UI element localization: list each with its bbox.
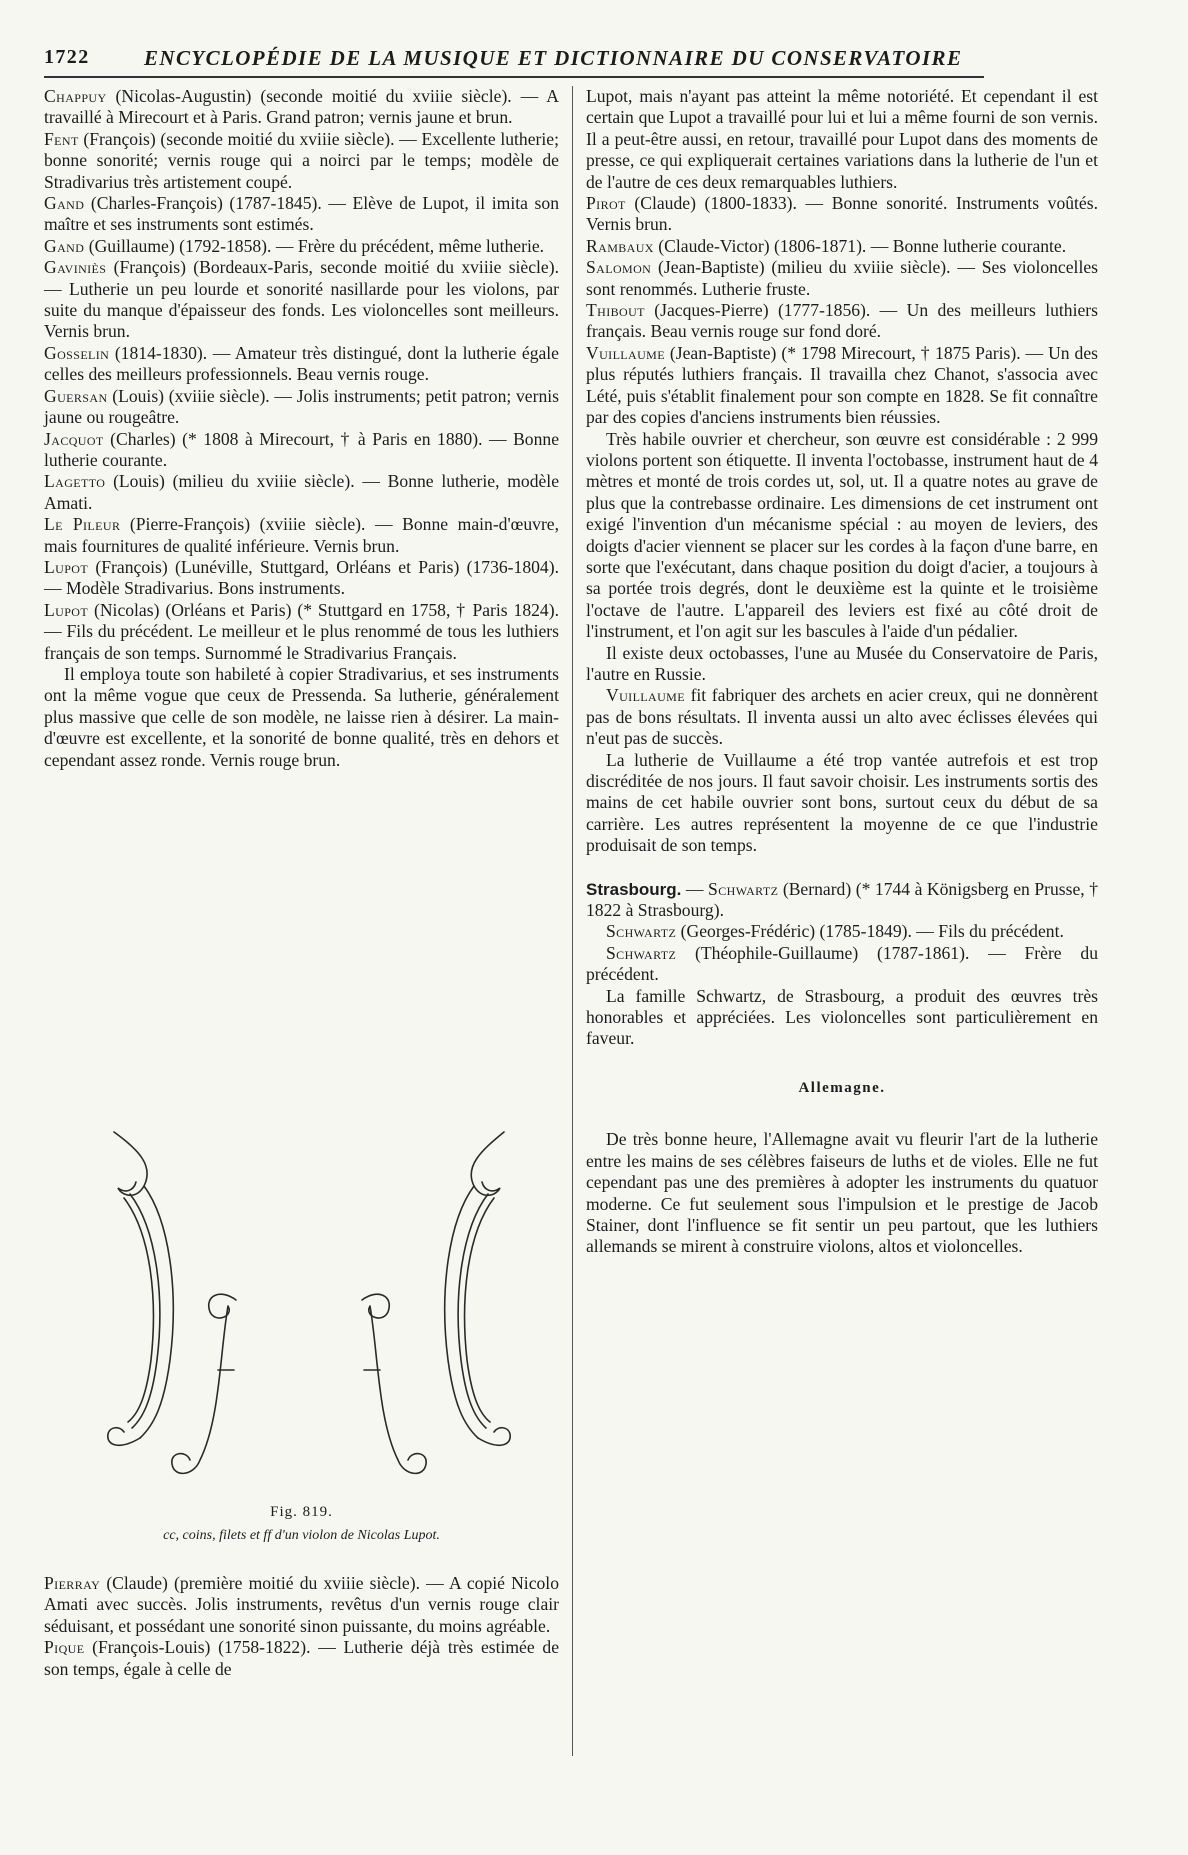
entry-text: Il employa toute son habileté à copier Stradivarius, et ses instruments ont la même vogue que ceux de Pressenda. Sa lutherie, généralement plus massive que celle de son modèle, ne laisse rien à désirer. La main-d'œuvre est excellente, et la sonorité de bonne qualité, très en dehors et cependant assez ronde. Vernis rouge brun. — [44, 663, 559, 770]
entry-lagetto — [44, 471, 559, 514]
entry-schwartz-theophile — [586, 943, 1098, 986]
entry-thibout — [586, 300, 1098, 343]
luthier-name: Lupot — [44, 556, 89, 577]
luthier-name: Lagetto — [44, 471, 106, 492]
right-column — [586, 86, 1098, 1258]
luthier-name: Lupot — [44, 599, 89, 620]
paragraph-schwartz-family — [586, 986, 1098, 1050]
figure-caption: cc, coins, filets et ff d'un violon de Nicolas Lupot. — [163, 1528, 440, 1543]
luthier-name: Pirot — [586, 193, 626, 214]
luthier-name: Jacquot — [44, 428, 104, 449]
entry-text: (Georges-Frédéric) (1785-1849). — Fils du précédent. — [676, 921, 1064, 942]
luthier-name: Salomon — [586, 257, 652, 278]
entry-text: (Nicolas-Augustin) (seconde moitié du xviiie siècle). — A travaillé à Mirecourt et à Paris. Grand patron; vernis jaune et brun. — [44, 86, 559, 128]
entry-fent — [44, 129, 559, 193]
entry-text: Très habile ouvrier et chercheur, son œuvre est considérable : 2 999 violons portent son étiquette. Il inventa l'octobasse, instrument haut de 4 mètres et monté de trois cordes ut, sol, ut. Il a quatre notes au grave de plus que la contrebasse ordinaire. Les dimensions de cet instrument ont exigé l'invention d'un mécanisme spécial : au moyen de leviers, des doigts d'acier viennent se placer sur les cordes à la façon d'une barre, en sorte que l'exécutant, dans chaque position du doigt d'acier, a toujours à sa portée trois degrés, dont le deuxième est la quinte et le troisième l'octave de l'autre. L'appareil des leviers est fixé au côté droit de l'instrument, et l'on agit sur les bascules à l'aide d'un pédalier. — [586, 428, 1098, 642]
luthier-name: Thibout — [586, 300, 645, 321]
lower-left-corner — [108, 1428, 140, 1446]
entry-pique — [44, 1637, 559, 1680]
paragraph-allemagne: De très bonne heure, l'Allemagne avait vu fleurir l'art de la lutherie entre les mains de ses célèbres faiseurs de luths et de violes. Elle ne fut cependant pas une des premières à adopter les instruments du quatuor moderne. Ce fut seulement sous l'impulsion et le prestige de Jacob Stainer, dont l'influence se fit sentir un peu partout, que les luthiers allemands se mirent à construire violons, altos et violoncelles. — [586, 1129, 1098, 1257]
entry-text: (Théophile-Guillaume) (1787-1861). — Frère du précédent. — [586, 942, 1098, 985]
spacer — [586, 857, 1098, 879]
entry-pirot — [586, 193, 1098, 236]
page-number: 1722 — [44, 46, 90, 68]
right-f-hole — [362, 1294, 426, 1473]
entry-pique-continued — [586, 86, 1098, 193]
entry-lupot-nicolas — [44, 600, 559, 664]
header-rule — [44, 76, 984, 78]
entry-jacquot — [44, 429, 559, 472]
entry-text: (Louis) (xviiie siècle). — Jolis instruments; petit patron; vernis jaune ou rougeâtre. — [44, 385, 559, 428]
luthier-name: Gand — [44, 235, 85, 256]
entry-text: (François) (seconde moitié du xviiie siècle). — Excellente lutherie; bonne sonorité; vernis rouge qui a noirci par le temps; modèle de Stradivarius très artistement coupé. — [44, 128, 559, 192]
left-f-hole — [172, 1294, 236, 1473]
left-column-bottom — [44, 1573, 559, 1680]
entry-text: (Jean-Baptiste) (milieu du xviiie siècle). — Ses violoncelles sont renommés. Lutherie fruste. — [586, 257, 1098, 299]
luthier-name: Gand — [44, 193, 85, 214]
entry-text: (Charles) (* 1808 à Mirecourt, † à Paris en 1880). — Bonne lutherie courante. — [44, 428, 559, 470]
entry-schwartz-georges — [586, 921, 1098, 942]
upper-left-corner — [114, 1132, 147, 1195]
entry-text: (Claude) (première moitié du xviiie siècle). — A copié Nicolo Amati avec succès. Jolis instruments, revêtus d'un vernis rouge clair séduisant, et possédant une sonorité sinon puissante, du moins agréable. — [44, 1573, 559, 1636]
entry-gosselin — [44, 343, 559, 386]
entry-gand-guillaume — [44, 236, 559, 257]
entry-strasbourg-schwartz-bernard: Strasbourg. — Schwartz (Bernard) (* 1744 à Königsberg en Prusse, † 1822 à Strasbourg). — [586, 878, 1099, 921]
entry-text: (Jean-Baptiste) (* 1798 Mirecourt, † 1875 Paris). — Un des plus réputés luthiers français. Il travailla chez Chanot, s'associa avec Lété, puis s'établit finalement pour son compte en 1828. Se fit connaître par des copies d'anciens instruments bien réussies. — [586, 342, 1098, 428]
luthier-name: Fent — [44, 128, 79, 149]
entry-gand-charles — [44, 193, 559, 236]
entry-text: (Bernard) (* 1744 à Königsberg en Prusse, † 1822 à Strasbourg). — [586, 878, 1099, 921]
luthier-name: Rambaux — [586, 235, 654, 256]
left-c-bout-outline — [140, 1186, 173, 1438]
violin-corners-f-holes-drawing — [44, 1120, 559, 1500]
luthier-name: Vuillaume — [606, 685, 685, 706]
figure-819 — [44, 1120, 559, 1560]
luthier-name: Pierray — [44, 1573, 101, 1593]
entry-guersan — [44, 386, 559, 429]
entry-pierray — [44, 1573, 559, 1637]
left-column — [44, 86, 559, 771]
entry-chappuy — [44, 86, 559, 129]
column-divider — [572, 86, 573, 1756]
entry-text: Il existe deux octobasses, l'une au Musée du Conservatoire de Paris, l'autre en Russie. — [586, 642, 1098, 684]
luthier-name: Gaviniès — [44, 257, 107, 278]
entry-text: La lutherie de Vuillaume a été trop vantée autrefois et est trop discréditée de nos jours. Il faut savoir choisir. Les instruments sortis des mains de cet habile ouvrier sont bons, surtout ceux du début de sa carrière. Les autres représentent la moyenne de ce que l'industrie produisait de son temps. — [586, 749, 1098, 856]
luthier-name: Schwartz — [606, 921, 677, 942]
paragraph-lupot-continued — [44, 664, 559, 771]
entry-text: (Charles-François) (1787-1845). — Elève de Lupot, il imita son maître et ses instruments sont estimés. — [44, 193, 559, 235]
luthier-name: Gosselin — [44, 342, 110, 363]
page-header — [44, 44, 982, 74]
luthier-name: Le Pileur — [44, 514, 121, 535]
luthier-name: Pique — [44, 1637, 85, 1658]
city-heading: Strasbourg. — [586, 879, 682, 899]
paragraph-octobasse — [586, 429, 1098, 643]
luthier-name: Vuillaume — [586, 342, 665, 363]
entry-le-pileur — [44, 514, 559, 557]
figure-label: Fig. 819. — [270, 1504, 333, 1520]
entry-text: Lupot, mais n'ayant pas atteint la même notoriété. Et cependant il est certain que Lupot a travaillé pour lui et lui a même fourni de son vernis. Il a peut-être aussi, en retour, travaillé pour Lupot dans des moments de presse, ce qui expliquerait certaines variations dans la lutherie de l'un et de l'autre de ces deux remarquables luthiers. — [586, 86, 1098, 192]
entry-text: (Claude-Victor) (1806-1871). — Bonne lutherie courante. — [653, 235, 1067, 256]
entry-text: (Nicolas) (Orléans et Paris) (* Stuttgard en 1758, † Paris 1824). — Fils du précédent. Le meilleur et le plus renommé de tous les luthiers français de son temps. Surnommé le Stradivarius Français. — [44, 599, 559, 663]
entry-text: (François) (Bordeaux-Paris, seconde moitié du xviiie siècle). — Lutherie un peu lourde et sonorité nasillarde pour les violons, par suite du manque d'épaisseur des fonds. Les violoncelles sont meilleurs. Vernis brun. — [44, 257, 559, 342]
entry-text: (François-Louis) (1758-1822). — Lutherie déjà très estimée de son temps, égale à celle de — [44, 1637, 559, 1679]
entry-text: La famille Schwartz, de Strasbourg, a produit des œuvres très honorables et appréciées. Les violoncelles sont particulièrement en faveur. — [586, 985, 1098, 1049]
upper-right-corner — [471, 1132, 504, 1195]
entry-text: (Louis) (milieu du xviiie siècle). — Bonne lutherie, modèle Amati. — [44, 471, 559, 513]
entry-gavinies — [44, 257, 559, 343]
entry-rambaux — [586, 236, 1098, 257]
running-title: ENCYCLOPÉDIE DE LA MUSIQUE ET DICTIONNAIRE DU CONSERVATOIRE — [144, 46, 963, 70]
entry-text: (François) (Lunéville, Stuttgard, Orléans et Paris) (1736-1804). — Modèle Stradivarius. Bons instruments. — [44, 556, 559, 599]
right-c-bout-outline — [445, 1186, 478, 1438]
entry-text: (Pierre-François) (xviiie siècle). — Bonne main-d'œuvre, mais fournitures de qualité inférieure. Vernis brun. — [44, 514, 560, 556]
entry-text: (1814-1830). — Amateur très distingué, dont la lutherie égale celles des meilleurs professionnels. Beau vernis rouge. — [44, 342, 559, 385]
section-heading-allemagne: Allemagne. — [798, 1079, 886, 1096]
entry-text: (Claude) (1800-1833). — Bonne sonorité. Instruments voûtés. Vernis brun. — [586, 193, 1098, 235]
luthier-name: Schwartz — [708, 878, 779, 899]
entry-text: (Jacques-Pierre) (1777-1856). — Un des meilleurs luthiers français. Beau vernis rouge sur fond doré. — [586, 300, 1098, 342]
entry-salomon — [586, 257, 1098, 300]
luthier-name: Guersan — [44, 385, 108, 406]
paragraph-octobasses-existing — [586, 643, 1098, 686]
entry-vuillaume — [586, 343, 1098, 429]
paragraph-archets — [586, 685, 1098, 749]
luthier-name: Chappuy — [44, 86, 107, 106]
entry-lupot-francois — [44, 557, 559, 600]
entry-text: fit fabriquer des archets en acier creux, qui ne donnèrent pas de bons résultats. Il inventa aussi un alto avec éclisses élevées qui n'eut pas de succès. — [586, 685, 1098, 749]
lower-right-corner — [478, 1428, 510, 1446]
entry-text: (Guillaume) (1792-1858). — Frère du précédent, même lutherie. — [84, 235, 545, 256]
luthier-name: Schwartz — [606, 942, 677, 963]
paragraph-vuillaume-assessment — [586, 750, 1098, 857]
